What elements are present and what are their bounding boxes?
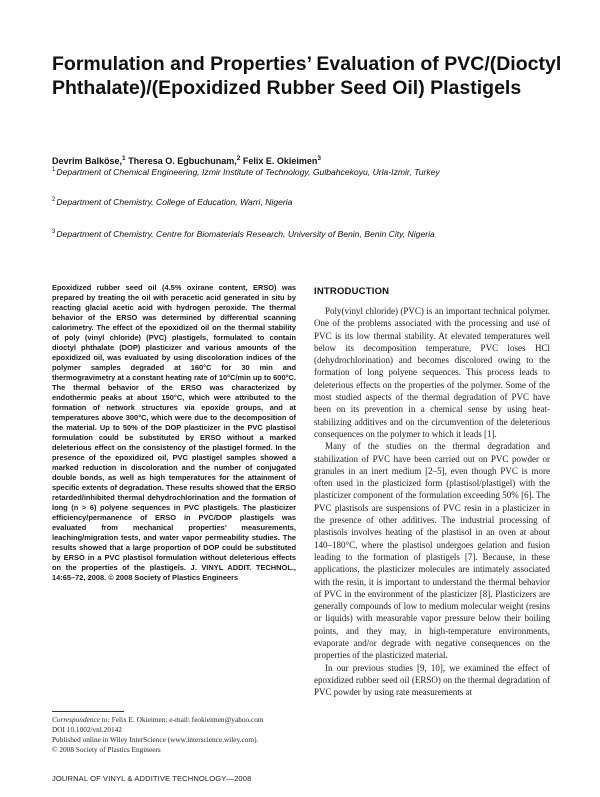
affiliation-2: $^2$Department of Chemistry, College of Education, Warri, Nigeria: [52, 197, 293, 207]
paragraph: Many of the studies on the thermal degradation and stabilization of PVC have been carried out on PVC powder or granules in an inert medium [2–5], even though PVC is more often used in the plasticized form (plastisol/plastigel) with the plasticizer component of the formulation exceeding 50% [6]. The PVC plastisols are suspensions of PVC resin in a plasticizer in the presence of other additives. The industrial processing of plastisols involves heating of the plastisol in an oven at about 140–180°C, where the plastisol undergoes gelation and fusion leading to the formation of plastigels [7]. Because, in these applications, the plasticizer molecules are intimately associated with the resin, it is important to understand the thermal behavior of PVC in the environment of the plasticizer [8]. Plasticizers are generally compounds of low to medium molecular weight (resins or liquids) with measurable vapor pressure below their boiling points, and they may, in high-temperature environments, evaporate and/or degrade with negative consequences on the properties of the plasticized material.: [314, 441, 550, 661]
footnotes: [52, 715, 302, 755]
section-heading-introduction: INTRODUCTION: [314, 286, 390, 297]
correspondence-note: Correspondence to: Felix E. Okieimen; e-mail: feokieimen@yahoo.com: [52, 715, 264, 724]
author: Devrim Balköse,$^1$: [52, 155, 126, 166]
copyright-note: © 2008 Society of Plastics Engineers: [52, 745, 161, 754]
paragraph: Poly(vinyl chloride) (PVC) is an important technical polymer. One of the problems associated with the processing and use of PVC is its low thermal stability. At elevated temperatures well below its decomposition temperature, PVC loses HCl (dehydrochlorination) and becomes discolored owing to the formation of long polyene sequences. This process leads to deleterious effects on the properties of the polymer. Some of the most studied aspects of the thermal degradation of PVC have been on its prevention in a chemical sense by using heat-stabilizing additives and on the circumvention of the deleterious consequences on the polymer to which it leads [1].: [314, 306, 550, 439]
introduction-body: [314, 305, 550, 699]
author-list: [52, 155, 572, 166]
paragraph: In our previous studies [9, 10], we examined the effect of epoxidized rubber seed oil (ERSO) on the thermal degradation of PVC powder by using rate measurements at: [314, 662, 550, 698]
paper-title: Formulation and Properties’ Evaluation of PVC/(Dioctyl Phthalate)/(Epoxidized Rubber Seed Oil) Plastigels: [52, 53, 562, 99]
footnote-divider: [52, 711, 124, 712]
abstract: Epoxidized rubber seed oil (4.5% oxirane content, ERSO) was prepared by treating the oil with peracetic acid generated in situ by reacting glacial acetic acid with hydrogen peroxide. The thermal behavior of the ERSO was determined by differential scanning calorimetry. The effect of the epoxidized oil on the thermal stability of poly (vinyl chloride) (PVC) plastigels, formulated to contain dioctyl phthalate (DOP) plasticizer and various amounts of the epoxidized oil, was evaluated by using discoloration indices of the polymer samples degraded at 160°C for 30 min and thermogravimetry at a constant heating rate of 10°C/min up to 600°C. The thermal behavior of the ERSO was characterized by endothermic peaks at about 150°C, which were attributed to the formation of network structures via epoxide groups, and at temperatures above 300°C, which were due to the decomposition of the material. Up to 50% of the DOP plasticizer in the PVC plastisol formulation could be substituted by ERSO without a marked deleterious effect on the consistency of the plastigel formed. In the presence of the epoxidized oil, PVC plastigel samples showed a marked reduction in discoloration and the number of conjugated double bonds, as well as high temperatures for the attainment of specific extents of degradation. These results showed that the ERSO retarded/inhibited thermal dehydrochlorination and the formation of long (n > 6) polyene sequences in PVC plastigels. The plasticizer efficiency/permanence of ERSO in PVC/DOP plastigels was evaluated from mechanical properties’ measurements, leaching/migration tests, and water vapor permeability studies. The results showed that a large proportion of DOP could be substituted by ERSO in a PVC plastisol formulation without deleterious effects on the properties of the plastigels. J. VINYL ADDIT. TECHNOL., 14:65–72, 2008. © 2008 Society of Plastics Engineers: [52, 283, 296, 582]
affiliation-3: $^3$Department of Chemistry, Centre for Biomaterials Research, University of Benin, Benin City, Nigeria: [52, 229, 435, 239]
author: Felix E. Okieimen$^3$: [242, 155, 322, 166]
affiliation-1: $^1$Department of Chemical Engineering, Izmir Institute of Technology, Gulbahcekoyu, Urla-Izmir, Turkey: [52, 167, 440, 177]
doi-note: DOI 10.1002/vnl.20142: [52, 725, 122, 734]
journal-footer: JOURNAL OF VINYL & ADDITIVE TECHNOLOGY—2008: [52, 774, 252, 783]
author: Theresa O. Egbuchunam,$^2$: [128, 155, 241, 166]
published-note: Published online in Wiley InterScience (www.interscience.wiley.com).: [52, 735, 259, 744]
